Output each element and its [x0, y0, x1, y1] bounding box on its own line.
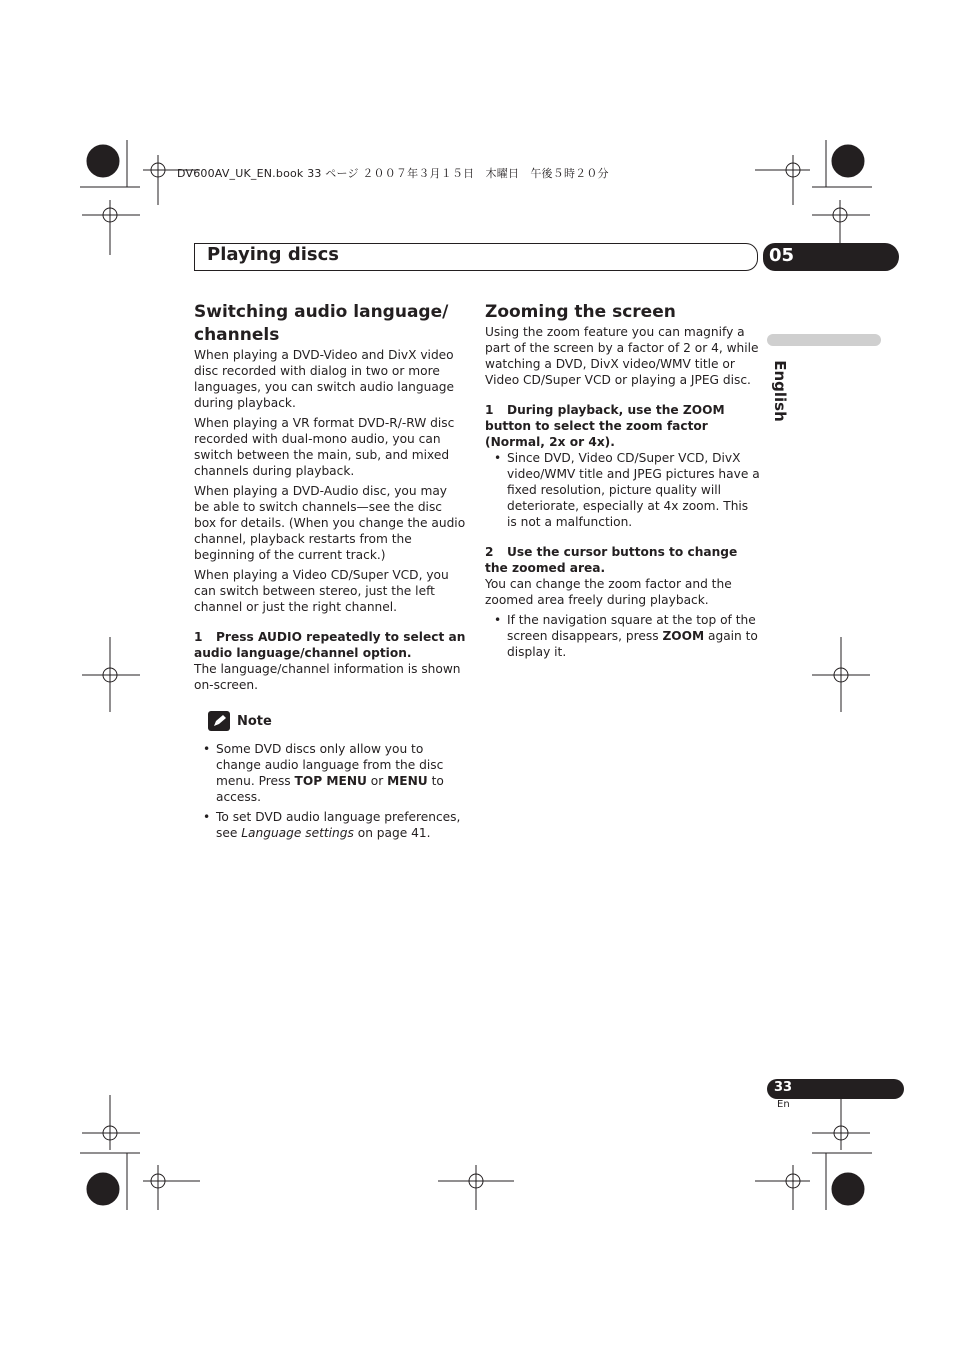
- bullet-text: again to display it.: [507, 629, 758, 659]
- chapter-title: Playing discs: [207, 244, 339, 265]
- bullet-list: [485, 612, 760, 660]
- step-instruction: [194, 629, 466, 661]
- bullet-item: • Since DVD, Video CD/Super VCD, DivX video/WMV title and JPEG pictures have a fixed resolution, picture quality will deteriorate, especially at 4x zoom. This is not a malfunction.: [485, 450, 760, 530]
- step-instruction: [485, 544, 760, 576]
- step-text: Press AUDIO repeatedly to select an audio language/channel option.: [194, 630, 466, 660]
- step-number: 1: [485, 403, 494, 417]
- paragraph: Using the zoom feature you can magnify a part of the screen by a factor of 2 or 4, while watching a DVD, DivX video/WMV title or Video CD/Super VCD or playing a JPEG disc.: [485, 325, 759, 387]
- language-tab: [767, 356, 791, 426]
- chapter-number: 05: [769, 245, 795, 266]
- paragraph: When playing a DVD-Video and DivX video disc recorded with dialog in two or more languages, you can switch audio language during playback.: [194, 348, 455, 410]
- bullet-list: [485, 450, 760, 530]
- note-text: or: [366, 774, 388, 788]
- page-number-tab: [767, 1079, 904, 1099]
- step-number: 2: [485, 545, 494, 559]
- bullet-text: If the navigation square at the top of the screen disappears, press: [507, 613, 756, 643]
- section-heading-audio: Switching audio language/ channels: [194, 302, 449, 345]
- page-number: 33: [774, 1080, 793, 1095]
- note-label: Note: [237, 714, 272, 729]
- note-text: To set DVD audio language preferences, see: [216, 810, 461, 840]
- button-name: ZOOM: [662, 629, 705, 643]
- step-text: During playback, use the ZOOM button to select the zoom factor (Normal, 2x or 4x).: [485, 403, 725, 449]
- right-column: [485, 301, 760, 664]
- language-label: English: [770, 360, 789, 422]
- step-instruction: [485, 402, 760, 450]
- button-name: MENU: [387, 774, 428, 788]
- chapter-number-tab: [763, 243, 899, 271]
- note-item: [194, 741, 466, 805]
- note-text: to access.: [216, 774, 444, 804]
- step-text: Use the cursor buttons to change the zoomed area.: [485, 545, 738, 575]
- note-text: Some DVD discs only allow you to change audio language from the disc menu. Press: [216, 742, 444, 788]
- left-column: [194, 301, 466, 845]
- note-text: on page 41.: [353, 826, 431, 840]
- note-item: [194, 809, 466, 841]
- paragraph: When playing a VR format DVD-R/-RW disc recorded with dual-mono audio, you can switch between the main, sub, and mixed channels during playback.: [194, 416, 455, 478]
- page-language: En: [777, 1099, 790, 1110]
- note-list: [194, 741, 466, 841]
- language-bar: [767, 334, 881, 346]
- paragraph: When playing a DVD-Audio disc, you may be able to switch channels—see the disc box for details. (When you change the audio channel, playback restarts from the beginning of the current track.): [194, 484, 466, 562]
- button-name: TOP MENU: [294, 774, 367, 788]
- bullet-item: [485, 612, 760, 660]
- step-description: You can change the zoom factor and the zoomed area freely during playback.: [485, 577, 732, 607]
- section-heading-zoom: Zooming the screen: [485, 302, 676, 322]
- step-number: 1: [194, 630, 203, 644]
- cross-reference: Language settings: [241, 826, 354, 840]
- file-info-line: DV600AV_UK_EN.book 33 ページ ２００７年３月１５日 木曜日 午後５時２０分: [177, 167, 609, 180]
- step-description: The language/channel information is shown on-screen.: [194, 662, 461, 692]
- paragraph: When playing a Video CD/Super VCD, you can switch between stereo, just the left channel or just the right channel.: [194, 568, 449, 614]
- pencil-note-icon: [208, 711, 230, 731]
- note-header: [208, 711, 466, 737]
